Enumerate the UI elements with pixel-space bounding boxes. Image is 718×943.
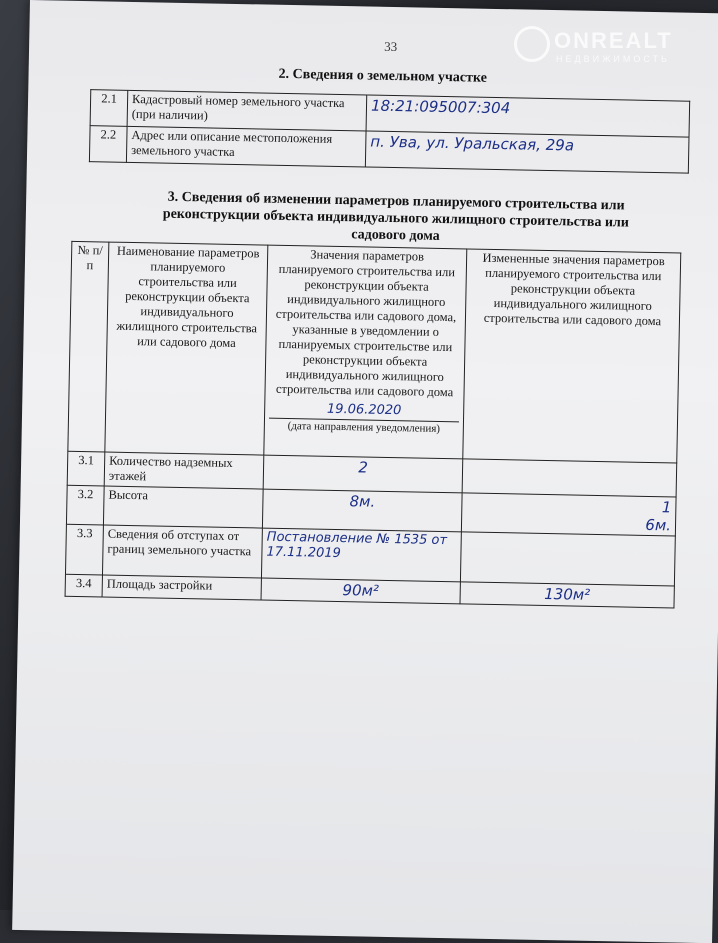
- row-value: [261, 578, 460, 604]
- page-number: 33: [384, 38, 398, 55]
- header-values: [264, 245, 467, 459]
- handwritten-changed: 1 6м.: [645, 498, 672, 535]
- row-label: Количество надземных этажей: [104, 452, 264, 489]
- row-value: [366, 95, 690, 137]
- header-name: Наименование параметров планируемого строительства или реконструкции объекта индивидуального жилищного строительства или садового дома: [105, 242, 268, 455]
- watermark-tagline: НЕДВИЖИМОСТЬ: [556, 54, 670, 64]
- row-label: Адрес или описание местоположения земельного участка: [126, 126, 366, 167]
- row-value: [263, 455, 463, 493]
- row-changed: [461, 493, 676, 536]
- parameters-table: [65, 241, 682, 609]
- watermark: [510, 24, 700, 72]
- document-page: [12, 0, 718, 943]
- row-number: 2.2: [89, 126, 127, 163]
- row-label: Высота: [103, 486, 263, 528]
- row-value: [365, 131, 689, 173]
- notice-date: 19.06.2020: [326, 401, 402, 419]
- row-label: Площадь застройки: [102, 575, 261, 600]
- row-value: [261, 528, 461, 582]
- handwritten-value: 90м²: [342, 581, 380, 600]
- row-label: Кадастровый номер земельного участка (при наличии): [127, 90, 367, 131]
- row-number: 3.4: [65, 574, 102, 597]
- table-header-row: [68, 241, 681, 463]
- row-number: 2.1: [90, 90, 128, 127]
- row-changed: [460, 582, 674, 608]
- header-values-text: Значения параметров планируемого строительства или реконструкции объекта индивидуального жилищного строительства или садового дома, указанные в уведомлении о планируемых строительстве или реконструкции объекта индивидуального жилищного строительства или садового дома: [275, 247, 457, 400]
- row-label: Сведения об отступах от границ земельного участка: [102, 525, 262, 578]
- handwritten-value: Постановление № 1535 от 17.11.2019: [266, 529, 448, 562]
- handwritten-value: п. Ува, ул. Уральская, 29а: [370, 132, 575, 155]
- notice-date-caption: (дата направления уведомления): [269, 418, 459, 438]
- section-2-title: 2. Сведения о земельном участке: [278, 66, 488, 86]
- header-number: № п/п: [68, 241, 109, 452]
- handwritten-value: 18:21:095007:304: [370, 96, 511, 118]
- watermark-logo-icon: [514, 26, 550, 62]
- watermark-brand: ONREALT: [554, 28, 673, 53]
- handwritten-value: 8м.: [349, 492, 376, 511]
- row-number: 3.3: [65, 524, 103, 575]
- header-changed: Измененные значения параметров планируемого строительства или реконструкции объекта индивидуального жилищного строительства или садового дома: [463, 249, 681, 463]
- handwritten-changed: 130м²: [544, 584, 591, 604]
- row-value: [262, 489, 462, 532]
- section-3-title: 3. Сведения об изменении параметров планируемого строительства или реконструкции объекта индивидуального жилищного строительства или садового дома: [162, 189, 630, 244]
- row-changed: [460, 532, 675, 586]
- row-changed: [462, 459, 677, 497]
- row-number: 3.1: [67, 451, 105, 486]
- row-number: 3.2: [66, 485, 104, 525]
- handwritten-value: 2: [358, 458, 369, 477]
- land-plot-table: [89, 89, 690, 174]
